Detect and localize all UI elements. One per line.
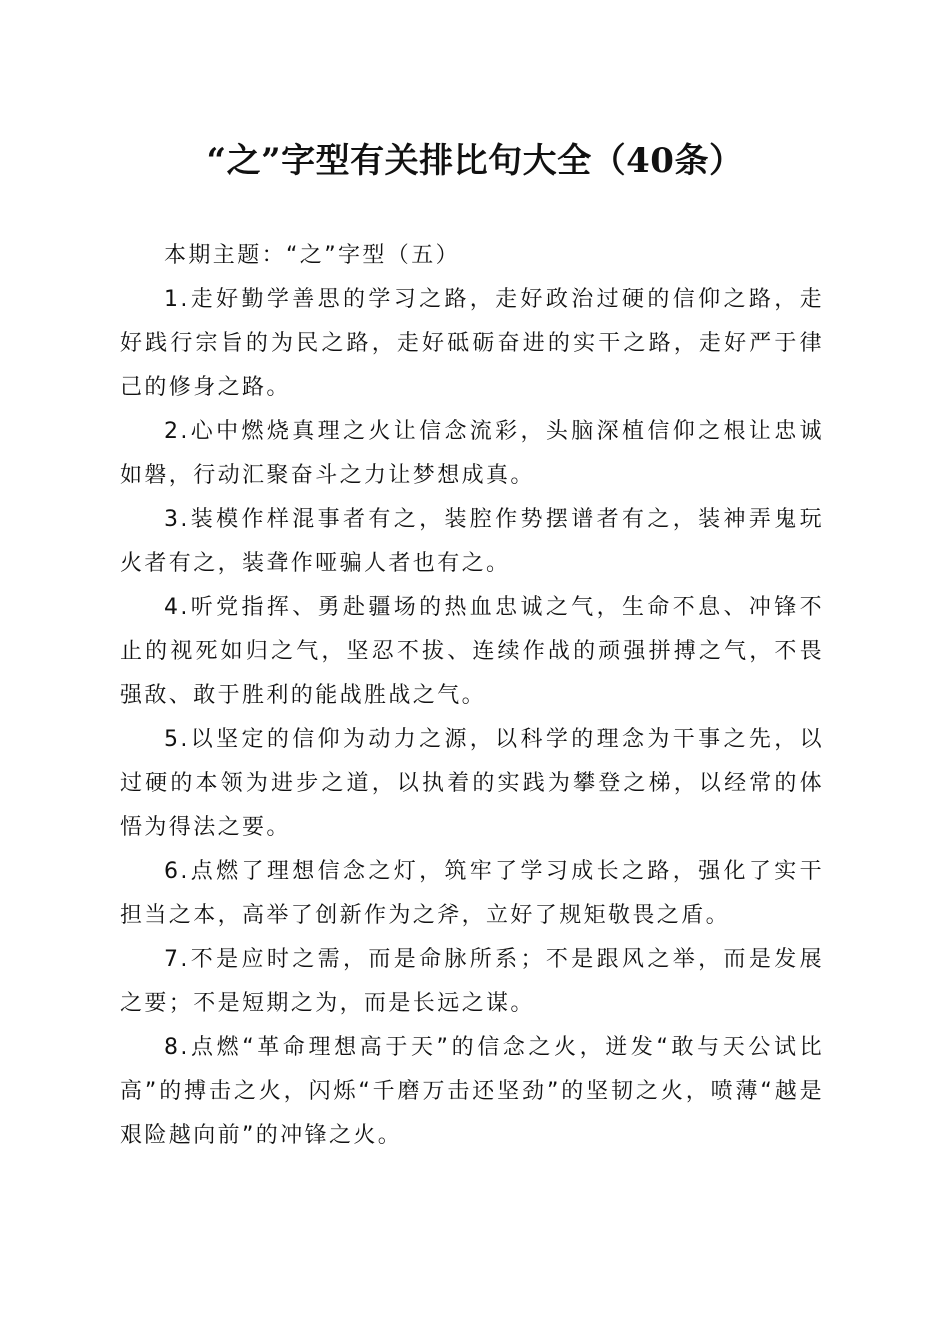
list-item: 7.不是应时之需，而是命脉所系；不是跟风之举，而是发展之要；不是短期之为，而是长远之谋。 [120, 947, 824, 1016]
list-item: 6.点燃了理想信念之灯，筑牢了学习成长之路，强化了实干担当之本，高举了创新作为之斧，立好了规矩敬畏之盾。 [120, 859, 824, 928]
document-title: “之”字型有关排比句大全（40条） [206, 141, 744, 181]
list-item: 1.走好勤学善思的学习之路，走好政治过硬的信仰之路，走好践行宗旨的为民之路，走好砥砺奋进的实干之路，走好严于律己的修身之路。 [120, 287, 824, 400]
list-item: 3.装模作样混事者有之，装腔作势摆谱者有之，装神弄鬼玩火者有之，装聋作哑骗人者也有之。 [120, 507, 824, 576]
document-subtitle: 本期主题：“之”字型（五） [164, 243, 460, 268]
list-item: 2.心中燃烧真理之火让信念流彩，头脑深植信仰之根让忠诚如磐，行动汇聚奋斗之力让梦想成真。 [120, 419, 824, 488]
list-item: 4.听党指挥、勇赴疆场的热血忠诚之气，生命不息、冲锋不止的视死如归之气，坚忍不拔、连续作战的顽强拼搏之气，不畏强敌、敢于胜利的能战胜战之气。 [120, 595, 824, 708]
list-item: 5.以坚定的信仰为动力之源，以科学的理念为干事之先，以过硬的本领为进步之道，以执着的实践为攀登之梯，以经常的体悟为得法之要。 [120, 727, 824, 840]
list-item: 8.点燃“革命理想高于天”的信念之火，迸发“敢与天公试比高”的搏击之火，闪烁“千磨万击还坚劲”的坚韧之火，喷薄“越是艰险越向前”的冲锋之火。 [120, 1035, 824, 1148]
document-body [120, 234, 824, 1158]
